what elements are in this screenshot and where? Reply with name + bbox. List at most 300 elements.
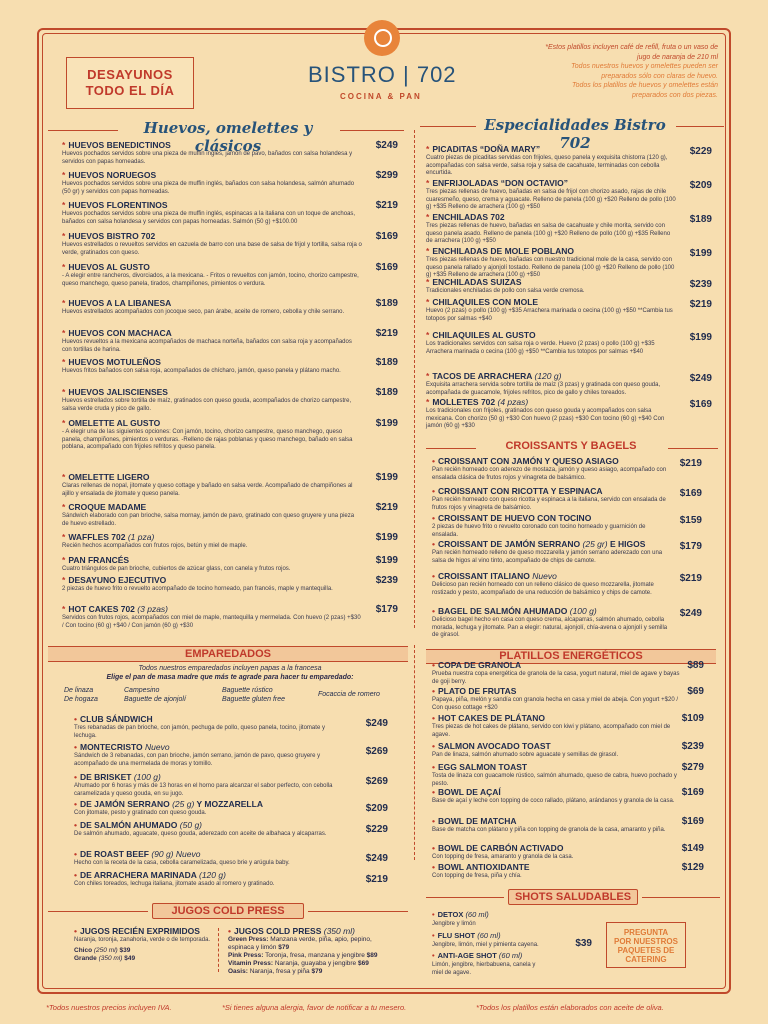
item-desc: Huevos revueltos a la mexicana acompañados de machaca norteña, bañados con salsa roja y acompañados con tortillas de harina. bbox=[62, 339, 352, 353]
item-price: $219 bbox=[689, 299, 712, 310]
item-desc: Huevos estrellados sobre tortilla de maíz, gratinados con queso gouda, acompañados de chorizo campestre, salsa verde cruda y pico de gallo. bbox=[62, 398, 352, 412]
item-desc: Pan recién horneado relleno de queso mozzarella y jamón serrano aderezado con una salsa de higos al vino tinto, acompañado de chips de camote. bbox=[432, 550, 663, 564]
item-name: * ENCHILADAS DE MOLE POBLANO bbox=[426, 246, 574, 256]
item-name: • CROISSANT DE JAMÓN SERRANO (25 gr) E HIGOS bbox=[432, 539, 646, 549]
item-price: $299 bbox=[375, 170, 398, 181]
star-bullet-icon: * bbox=[62, 555, 66, 565]
item-price: $219 bbox=[375, 328, 398, 339]
menu-item bbox=[74, 714, 344, 740]
top-note-line: Todos nuestros huevos y omelettes pueden ser bbox=[571, 63, 718, 70]
section-title-croissants: CROISSANTS Y BAGELS bbox=[505, 440, 637, 452]
menu-item bbox=[432, 862, 682, 881]
dot-bullet-icon: • bbox=[74, 926, 77, 936]
item-name: * HUEVOS CON MACHACA bbox=[62, 328, 172, 338]
top-note-line: *Estos platillos incluyen café de refill, fruta o un vaso de bbox=[545, 44, 718, 51]
item-name: * DESAYUNO EJECUTIVO bbox=[62, 575, 167, 585]
item-price: $239 bbox=[681, 741, 704, 752]
bread-option: Focaccia de romero bbox=[318, 691, 380, 698]
emparedados-note: Todos nuestros emparedados incluyen papas a la francesa bbox=[138, 665, 322, 672]
item-price: $219 bbox=[679, 458, 702, 469]
item-name: • DE SALMÓN AHUMADO (50 g) bbox=[74, 820, 203, 830]
item-price: $249 bbox=[375, 140, 398, 151]
item-price: $249 bbox=[689, 373, 712, 384]
bread-option: Baguette de ajonjolí bbox=[124, 696, 186, 703]
item-price: $189 bbox=[375, 298, 398, 309]
dot-bullet-icon: • bbox=[432, 787, 435, 797]
menu-item bbox=[432, 686, 682, 712]
menu-item bbox=[62, 170, 362, 196]
jugos-divider bbox=[218, 928, 219, 972]
section-title-especialidades: Especialidades Bistro 702 bbox=[484, 116, 666, 152]
divider bbox=[340, 130, 404, 131]
item-desc: Huevos fritos bañados con salsa roja, acompañados de chícharo, jamón, queso panela y plátano macho. bbox=[62, 368, 341, 374]
menu-item bbox=[62, 604, 362, 630]
item-price: $129 bbox=[681, 862, 704, 873]
item-price: $269 bbox=[365, 746, 388, 757]
item-price: $169 bbox=[689, 399, 712, 410]
divider bbox=[308, 911, 408, 912]
menu-item bbox=[426, 144, 676, 178]
item-name: • PLATO DE FRUTAS bbox=[432, 686, 517, 696]
item-price: $249 bbox=[365, 718, 388, 729]
brand-name: BISTRO | 702 bbox=[308, 62, 457, 87]
item-desc: Sándwich elaborado con pan brioche, salsa mornay, jamón de pavo, gratinado con queso gruyere y una pieza de huevo estrellado. bbox=[62, 513, 355, 527]
item-name: • CROISSANT CON JAMÓN Y QUESO ASIAGO bbox=[432, 456, 619, 466]
badge-line1: DESAYUNOS bbox=[87, 67, 173, 82]
menu-item bbox=[432, 762, 682, 788]
item-name: • BOWL ANTIOXIDANTE bbox=[432, 862, 530, 872]
item-desc: Tres piezas rellenas de huevo, bañadas en salsa de cacahuate y chile morita, servido con queso panela asado. Relleno de panela (100 g) +$20 Relleno de pollo (100 g) +$35 Relleno de arrachera (100 g) +$50 bbox=[426, 223, 671, 244]
item-price: $179 bbox=[679, 541, 702, 552]
item-price: $169 bbox=[679, 488, 702, 499]
dot-bullet-icon: • bbox=[432, 762, 435, 772]
section-title-platillos: PLATILLOS ENERGÉTICOS bbox=[426, 649, 716, 664]
menu-item bbox=[62, 575, 362, 594]
item-name: * PAN FRANCÉS bbox=[62, 555, 130, 565]
dot-bullet-icon: • bbox=[74, 772, 77, 782]
star-bullet-icon: * bbox=[62, 502, 66, 512]
star-bullet-icon: * bbox=[426, 397, 430, 407]
item-desc: Con chiles toreados, lechuga italiana, jitomate asado al romero y gratinado. bbox=[74, 881, 275, 887]
brand-subtitle: COCINA & PAN bbox=[340, 92, 422, 101]
menu-item bbox=[432, 456, 672, 482]
star-bullet-icon: * bbox=[62, 604, 66, 614]
shot-anti-age: • ANTI-AGE SHOT (60 ml) Limón, jengibre, hierbabuena, canela y miel de agave. bbox=[432, 951, 536, 976]
item-price: $69 bbox=[687, 686, 704, 697]
item-name: • BOWL DE AÇAÍ bbox=[432, 787, 501, 797]
item-name: * ENCHILADAS SUIZAS bbox=[426, 277, 522, 287]
item-price: $169 bbox=[375, 262, 398, 273]
top-note-line: Todos los platillos de huevos y omelettes están bbox=[571, 82, 718, 89]
menu-item bbox=[62, 387, 362, 413]
menu-item bbox=[426, 397, 676, 431]
item-price: $219 bbox=[375, 502, 398, 513]
footer-oliva: *Todos los platillos están elaborados con aceite de oliva. bbox=[476, 1003, 664, 1012]
menu-item bbox=[432, 713, 682, 739]
dot-bullet-icon: • bbox=[432, 606, 435, 616]
item-desc: Con topping de fresa, amaranto y granola de la casa. bbox=[432, 854, 574, 860]
dot-bullet-icon: • bbox=[432, 741, 435, 751]
menu-item bbox=[426, 246, 676, 280]
menu-item bbox=[62, 262, 362, 288]
section-title-huevos: Huevos, omelettes y clásicos bbox=[143, 119, 313, 155]
item-name: • DE JAMÓN SERRANO (25 g) Y MOZZARELLA bbox=[74, 799, 263, 809]
dot-bullet-icon: • bbox=[432, 910, 435, 919]
dot-bullet-icon: • bbox=[432, 930, 435, 940]
menu-item bbox=[62, 502, 362, 528]
dot-bullet-icon: • bbox=[74, 820, 77, 830]
divider bbox=[420, 126, 476, 127]
dot-bullet-icon: • bbox=[74, 714, 77, 724]
item-desc: - A elegir una de las siguientes opciones: Con jamón, tocino, chorizo campestre, queso manchego, queso panela, champiñones, pimientos o verduras. -Relleno de rajas poblanas y queso manchego, bañado en salsa poblana, acompañado con frijoles refritos y queso panela. bbox=[62, 429, 353, 450]
item-name: • MONTECRISTO Nuevo bbox=[74, 742, 170, 752]
menu-item bbox=[74, 772, 344, 798]
catering-line: CATERING bbox=[625, 955, 667, 964]
top-note-line: preparados sólo con claras de huevo. bbox=[601, 72, 718, 80]
divider bbox=[48, 911, 148, 912]
item-desc: Hecho con la receta de la casa, cebolla caramelizada, queso brie y arúgula baby. bbox=[74, 860, 290, 866]
star-bullet-icon: * bbox=[426, 371, 430, 381]
divider bbox=[676, 126, 724, 127]
item-price: $229 bbox=[365, 824, 388, 835]
shots-price: $39 bbox=[575, 938, 592, 949]
dot-bullet-icon: • bbox=[432, 951, 435, 960]
item-desc: Tres piezas rellenas de huevo, bañadas en salsa de frijol con chorizo asado, rajas de chile cuaresmeño, queso, crema y aguacate. Relleno de panela (100 g) +$20 Relleno de pollo (100 g) +$35 Relleno de arrachera (100 g) +$50 bbox=[426, 189, 676, 210]
item-price: $169 bbox=[681, 816, 704, 827]
dot-bullet-icon: • bbox=[432, 816, 435, 826]
star-bullet-icon: * bbox=[62, 357, 66, 367]
menu-item bbox=[62, 555, 362, 574]
item-name: • EGG SALMON TOAST bbox=[432, 762, 528, 772]
catering-line: PREGUNTA bbox=[623, 928, 669, 937]
item-desc: - A elegir entre rancheros, divorciados, a la mexicana. - Fritos o revueltos con jamón, tocino, chorizo campestre, queso manchego, queso panela, tirados, champiñones, pimientos o verdura. bbox=[62, 273, 359, 287]
item-price: $149 bbox=[681, 843, 704, 854]
item-price: $229 bbox=[689, 146, 712, 157]
item-price: $249 bbox=[365, 853, 388, 864]
menu-item bbox=[62, 328, 362, 354]
item-price: $159 bbox=[679, 515, 702, 526]
top-note-line: jugo de naranja de 210 ml bbox=[637, 53, 718, 61]
item-price: $209 bbox=[365, 803, 388, 814]
item-name: * CHILAQUILES AL GUSTO bbox=[426, 330, 536, 340]
menu-item bbox=[62, 200, 362, 226]
item-desc: Pan de linaza, salmón ahumado sobre aguacate y semillas de girasol. bbox=[432, 752, 619, 758]
dot-bullet-icon: • bbox=[432, 539, 435, 549]
star-bullet-icon: * bbox=[426, 144, 430, 154]
item-desc: Tradicionales enchiladas de pollo con salsa verde cremosa. bbox=[426, 288, 585, 294]
menu-item bbox=[432, 816, 682, 835]
menu-item bbox=[62, 231, 362, 257]
menu-item bbox=[62, 418, 362, 452]
bread-option: Baguette gluten free bbox=[222, 696, 286, 703]
item-price: $249 bbox=[679, 608, 702, 619]
menu-item bbox=[432, 787, 682, 806]
item-desc: Huevos estrellados acompañados con jocoque seco, pan árabe, aceite de romero, cebolla y chile serrano. bbox=[62, 309, 345, 315]
item-price: $189 bbox=[689, 214, 712, 225]
menu-item bbox=[62, 532, 362, 551]
item-desc: Sándwich de 3 rebanadas, con pan brioche, jamón serrano, jamón de pavo, queso gruyere y acompañado de una mermelada de moras y tomillo. bbox=[74, 753, 321, 767]
star-bullet-icon: * bbox=[62, 418, 66, 428]
item-desc: 2 piezas de huevo frito o revuelto acompañado de tocino horneado, pan francés, maple y mantequilla. bbox=[62, 586, 333, 592]
menu-item bbox=[62, 140, 362, 166]
item-desc: Los tradicionales con frijoles, gratinados con queso gouda y acompañados con salsa mexicana. Con chorizo (50 g) +$30 Con huevo (2 pzas) +$30 Con tocino (60 g) +$40 Con jamón (60 g) +$30 bbox=[426, 408, 665, 429]
footer-alergia: *Si tienes alguna alergia, favor de notificar a tu mesero. bbox=[222, 1003, 407, 1012]
item-desc: Huevos pochados servidos sobre una pieza de muffin inglés, bañados con salsa holandesa, salmón ahumado (50 gr) y servidos con papas horneadas. bbox=[62, 181, 355, 195]
star-bullet-icon: * bbox=[62, 262, 66, 272]
item-desc: Prueba nuestra copa energética de granola de la casa, yogurt natural, miel de agave y bayas de goji berry. bbox=[432, 671, 680, 685]
divider bbox=[48, 130, 118, 131]
divider bbox=[668, 448, 718, 449]
item-desc: Servidos con frutos rojos, acompañados con miel de maple, mantequilla y mermelada. Con huevo (2 pzas) +$30 / Con tocino (60 g) +$40 / Con jamón (60 g) +$30 bbox=[62, 615, 361, 629]
star-bullet-icon: * bbox=[62, 387, 66, 397]
menu-item bbox=[74, 799, 344, 818]
dot-bullet-icon: • bbox=[432, 660, 435, 670]
item-name: * HUEVOS JALISCIENSES bbox=[62, 387, 168, 397]
catering-line: PAQUETES DE bbox=[617, 946, 675, 955]
item-price: $199 bbox=[689, 248, 712, 259]
item-price: $199 bbox=[375, 555, 398, 566]
item-desc: Delicioso pan recién horneado con un relleno clásico de queso mozzarella, jitomate rostizado y pesto, acompañado de una reducción de balsámico y chips de camote. bbox=[432, 582, 654, 596]
item-desc: Con jitomate, pesto y gratinado con queso gouda. bbox=[74, 810, 207, 816]
dot-bullet-icon: • bbox=[432, 456, 435, 466]
star-bullet-icon: * bbox=[426, 330, 430, 340]
item-desc: Claras rellenas de nopal, jitomate y queso cottage y bañado en salsa verde. Acompañado de champiñones al ajillo y ensalada de jitomate y queso panela. bbox=[62, 483, 353, 497]
item-price: $89 bbox=[687, 660, 704, 671]
item-name: * MOLLETES 702 (4 pzas) bbox=[426, 397, 529, 407]
cold-green: Green Press: Manzana verde, piña, apio, pepino, espinaca y limón $79 bbox=[228, 936, 372, 951]
divider bbox=[426, 448, 476, 449]
menu-item bbox=[432, 843, 682, 862]
menu-item bbox=[432, 486, 672, 512]
dot-bullet-icon: • bbox=[74, 849, 77, 859]
jugo-grande: Grande (350 ml) $49 bbox=[74, 954, 136, 962]
item-price: $219 bbox=[365, 874, 388, 885]
menu-item bbox=[432, 513, 672, 539]
menu-item bbox=[426, 178, 676, 212]
dot-bullet-icon: • bbox=[432, 513, 435, 523]
item-desc: Cuatro triángulos de pan brioche, cubiertos de azúcar glass, con canela y frutos rojos. bbox=[62, 566, 291, 572]
bread-option: De linaza bbox=[64, 687, 94, 694]
item-desc: Base de açaí y leche con topping de coco rallado, plátano, arándanos y granola de la casa. bbox=[432, 798, 675, 804]
logo-whisk-icon bbox=[364, 20, 400, 56]
item-name: • BOWL DE MATCHA bbox=[432, 816, 517, 826]
menu-item bbox=[426, 330, 676, 356]
badge-line2: TODO EL DÍA bbox=[85, 83, 175, 98]
item-price: $169 bbox=[681, 787, 704, 798]
dot-bullet-icon: • bbox=[74, 742, 77, 752]
menu-item bbox=[432, 741, 682, 760]
star-bullet-icon: * bbox=[62, 298, 66, 308]
item-desc: Huevos pochados servidos sobre una pieza de muffin inglés, espinacas a la italiana con un toque de anchoas, bañados con salsa holandesa y servidos con papas horneadas. Salmón (50 g) +$100.00 bbox=[62, 211, 356, 225]
star-bullet-icon: * bbox=[426, 212, 430, 222]
dot-bullet-icon: • bbox=[74, 870, 77, 880]
top-note-line: preparados con dos piezas. bbox=[632, 91, 718, 99]
item-price: $199 bbox=[375, 418, 398, 429]
menu-item bbox=[74, 849, 344, 868]
item-desc: Papaya, piña, melón y sandía con granola hecha en casa y miel de abeja. Con yogurt +$20 / Con queso cottage +$20 bbox=[432, 697, 678, 711]
item-name: * HUEVOS BENEDICTINOS bbox=[62, 140, 171, 150]
item-name: • SALMON AVOCADO TOAST bbox=[432, 741, 551, 751]
item-name: * WAFFLES 702 (1 pza) bbox=[62, 532, 155, 542]
shot-detox: • DETOX (60 ml) Jengibre y limón bbox=[432, 910, 489, 927]
item-name: * HOT CAKES 702 (3 pzas) bbox=[62, 604, 169, 614]
catering-box bbox=[606, 922, 686, 968]
item-name: * OMELETTE LIGERO bbox=[62, 472, 150, 482]
item-desc: Huevo (2 pzas) o pollo (100 g) +$35 Arrachera marinada o cecina (100 g) +$50 **Cambia tus totopos por salmas +$40 bbox=[426, 308, 673, 322]
item-price: $279 bbox=[681, 762, 704, 773]
item-name: • JUGOS RECIÉN EXPRIMIDOS bbox=[74, 926, 200, 936]
item-desc: Tres rebanadas de pan brioche, con jamón, pechuga de pollo, queso panela, tocino, jitomate y lechuga. bbox=[74, 725, 325, 739]
item-price: $179 bbox=[375, 604, 398, 615]
menu-item bbox=[426, 212, 676, 246]
item-name: • CROISSANT CON RICOTTA Y ESPINACA bbox=[432, 486, 603, 496]
menu-item bbox=[74, 870, 344, 889]
footer-iva: *Todos nuestros precios incluyen IVA. bbox=[46, 1003, 172, 1012]
item-name: * HUEVOS MOTULEÑOS bbox=[62, 357, 161, 367]
jugos-exprimidos bbox=[74, 926, 214, 963]
item-desc: Los tradicionales servidos con salsa roja o verde. Huevo (2 pzas) o pollo (100 g) +$35 Arrachera marinada o cecina (100 g) +$50 **Cambia tus totopos por salmas +$40 bbox=[426, 341, 655, 355]
dot-bullet-icon: • bbox=[432, 862, 435, 872]
item-name: • COPA DE GRANOLA bbox=[432, 660, 522, 670]
item-name: * HUEVOS AL GUSTO bbox=[62, 262, 150, 272]
star-bullet-icon: * bbox=[426, 297, 430, 307]
section-title-jugos: JUGOS COLD PRESS bbox=[152, 903, 304, 919]
item-desc: Naranja, toronja, zanahoria, verde o de temporada. bbox=[74, 937, 211, 943]
item-name: • BOWL DE CARBÓN ACTIVADO bbox=[432, 843, 564, 853]
item-name: • CROISSANT DE HUEVO CON TOCINO bbox=[432, 513, 592, 523]
star-bullet-icon: * bbox=[426, 178, 430, 188]
dot-bullet-icon: • bbox=[432, 713, 435, 723]
jugo-chico: Chico (250 ml) $39 bbox=[74, 946, 131, 954]
star-bullet-icon: * bbox=[62, 170, 66, 180]
item-desc: Tres piezas de hot cakes de plátano, servido con kiwi y plátano, acompañado con miel de agave. bbox=[432, 724, 671, 738]
menu-item bbox=[62, 357, 362, 376]
item-name: * HUEVOS BISTRO 702 bbox=[62, 231, 156, 241]
emparedados-note-bread: Elige el pan de masa madre que más te agrade para hacer tu emparedado: bbox=[106, 674, 354, 681]
dot-bullet-icon: • bbox=[228, 926, 231, 936]
menu-item bbox=[74, 742, 344, 768]
menu-item bbox=[426, 297, 676, 323]
item-desc: Delicioso bagel hecho en casa con queso crema, alcaparras, salmón ahumado, cebolla morada, lechuga y jitomate. Pan a elegir: natural, ajonjolí, chía-avena o ajonjolí y semilla de girasol. bbox=[432, 617, 668, 638]
menu-item bbox=[432, 571, 672, 597]
item-name: * CHILAQUILES CON MOLE bbox=[426, 297, 539, 307]
item-desc: Exquisita arrachera servida sobre tortilla de maíz (3 pzas) y gratinada con queso gouda, acompañada de guacamole, frijoles refritos, pico de gallo y chiles toreados. bbox=[426, 382, 661, 396]
item-name: * HUEVOS FLORENTINOS bbox=[62, 200, 168, 210]
item-desc: Huevos estrellados o revueltos servidos en cazuela de barro con una base de salsa de frijol y tortilla, salsa roja o verde, gratinados con queso. bbox=[62, 242, 362, 256]
item-name: * TACOS DE ARRACHERA (120 g) bbox=[426, 371, 562, 381]
catering-line: POR NUESTROS bbox=[613, 937, 678, 946]
item-price: $189 bbox=[375, 357, 398, 368]
dot-bullet-icon: • bbox=[74, 799, 77, 809]
star-bullet-icon: * bbox=[62, 328, 66, 338]
item-price: $199 bbox=[375, 532, 398, 543]
item-name: • JUGOS COLD PRESS (350 ml) bbox=[228, 926, 355, 936]
cold-oasis: Oasis: Naranja, fresa y piña $79 bbox=[228, 968, 323, 975]
menu-item bbox=[62, 472, 362, 498]
dot-bullet-icon: • bbox=[432, 686, 435, 696]
dot-bullet-icon: • bbox=[432, 486, 435, 496]
item-price: $199 bbox=[689, 332, 712, 343]
item-desc: Cuatro piezas de picaditas servidas con frijoles, queso panela y exquisita chistorra (120 g), acompañadas con salsa verde, salsa roja y salsa de cacahuate, terminadas con cebolla encurtida. bbox=[426, 155, 668, 176]
item-desc: Con topping de fresa, piña y chía. bbox=[432, 873, 522, 879]
star-bullet-icon: * bbox=[62, 231, 66, 241]
menu-item bbox=[426, 277, 676, 296]
column-divider bbox=[414, 645, 415, 860]
star-bullet-icon: * bbox=[426, 246, 430, 256]
star-bullet-icon: * bbox=[426, 277, 430, 287]
item-price: $199 bbox=[375, 472, 398, 483]
item-price: $239 bbox=[375, 575, 398, 586]
item-name: • DE ARRACHERA MARINADA (120 g) bbox=[74, 870, 226, 880]
item-desc: Huevos pochados servidos sobre una pieza de muffin inglés, jamón de pavo, bañados con salsa holandesa y servidos con papas horneadas. bbox=[62, 151, 353, 165]
item-name: * OMELETTE AL GUSTO bbox=[62, 418, 161, 428]
star-bullet-icon: * bbox=[62, 472, 66, 482]
item-price: $269 bbox=[365, 776, 388, 787]
divider bbox=[426, 897, 504, 898]
bread-option: De hogaza bbox=[64, 696, 98, 703]
star-bullet-icon: * bbox=[62, 200, 66, 210]
item-price: $209 bbox=[689, 180, 712, 191]
item-price: $219 bbox=[679, 573, 702, 584]
item-name: • HOT CAKES DE PLÁTANO bbox=[432, 713, 546, 723]
item-desc: Ahumado por 6 horas y más de 13 horas en el horno para alcanzar el sabor perfecto, con cebolla caramelizada y queso gouda, en su jugo. bbox=[74, 783, 333, 797]
item-desc: Pan recién horneado con queso ricotta y espinaca a la italiana, servido con ensalada de frutos rojos y vinagreta de balsámico. bbox=[432, 497, 666, 511]
item-desc: 2 piezas de huevo frito o revuelto coronado con tocino horneado y guarnición de ensalada. bbox=[432, 524, 646, 538]
jugos-cold-press bbox=[228, 926, 393, 976]
item-desc: Tres piezas rellenas de huevo, bañadas con nuestro tradicional mole de la casa, servido con queso panela rallado y ajonjolí tostado. Relleno de panela (100 g) +$20 Relleno de pollo (100 g) +$35 Relleno de arrachera (100 g) +$50 bbox=[426, 257, 675, 278]
item-desc: Recién hechos acompañados con frutos rojos, betún y miel de maple. bbox=[62, 543, 248, 549]
item-price: $109 bbox=[681, 713, 704, 724]
star-bullet-icon: * bbox=[62, 575, 66, 585]
item-price: $239 bbox=[689, 279, 712, 290]
divider bbox=[642, 897, 720, 898]
section-title-emparedados: EMPAREDADOS bbox=[48, 646, 408, 662]
item-name: • BAGEL DE SALMÓN AHUMADO (100 g) bbox=[432, 606, 597, 616]
item-name: • CLUB SÁNDWICH bbox=[74, 714, 153, 724]
item-desc: Tosta de linaza con guacamole rústico, salmón ahumado, queso de cabra, huevo pochado y pesto. bbox=[432, 773, 677, 787]
desayunos-badge bbox=[66, 57, 194, 109]
item-price: $169 bbox=[375, 231, 398, 242]
item-name: • DE ROAST BEEF (90 g) Nuevo bbox=[74, 849, 201, 859]
item-price: $189 bbox=[375, 387, 398, 398]
item-name: * ENCHILADAS 702 bbox=[426, 212, 505, 222]
bread-option: Campesino bbox=[124, 687, 160, 694]
menu-item bbox=[74, 820, 344, 839]
section-title-shots: SHOTS SALUDABLES bbox=[508, 889, 638, 905]
menu-item bbox=[426, 371, 676, 397]
cold-pink: Pink Press: Toronja, fresa, manzana y jengibre $89 bbox=[228, 952, 378, 959]
item-name: * ENFRIJOLADAS “DON OCTAVIO” bbox=[426, 178, 569, 188]
bread-option: Baguette rústico bbox=[222, 687, 273, 694]
item-name: • CROISSANT ITALIANO Nuevo bbox=[432, 571, 557, 581]
item-name: * HUEVOS NORUEGOS bbox=[62, 170, 157, 180]
dot-bullet-icon: • bbox=[432, 843, 435, 853]
item-name: * HUEVOS A LA LIBANESA bbox=[62, 298, 172, 308]
item-price: $219 bbox=[375, 200, 398, 211]
menu-item bbox=[432, 660, 682, 686]
menu-item bbox=[62, 298, 362, 317]
item-desc: De salmón ahumado, aguacate, queso gouda, aderezado con aceite de albahaca y alcaparras. bbox=[74, 831, 327, 837]
item-name: * PICADITAS “DOÑA MARY” bbox=[426, 144, 541, 154]
item-name: * CROQUE MADAME bbox=[62, 502, 147, 512]
item-desc: Pan recién horneado con aderezo de mostaza, jamón y queso asiago, acompañado con ensalada clásica de frutos rojos y vinagreta de balsámico. bbox=[432, 467, 667, 481]
star-bullet-icon: * bbox=[62, 140, 66, 150]
item-name: • DE BRISKET (100 g) bbox=[74, 772, 161, 782]
cold-vitamin: Vitamin Press: Naranja, guayaba y jengibre $69 bbox=[228, 960, 369, 967]
top-note bbox=[488, 43, 718, 100]
column-divider bbox=[414, 130, 415, 628]
item-desc: Base de matcha con plátano y piña con topping de granola de la casa, amaranto y piña. bbox=[432, 827, 666, 833]
